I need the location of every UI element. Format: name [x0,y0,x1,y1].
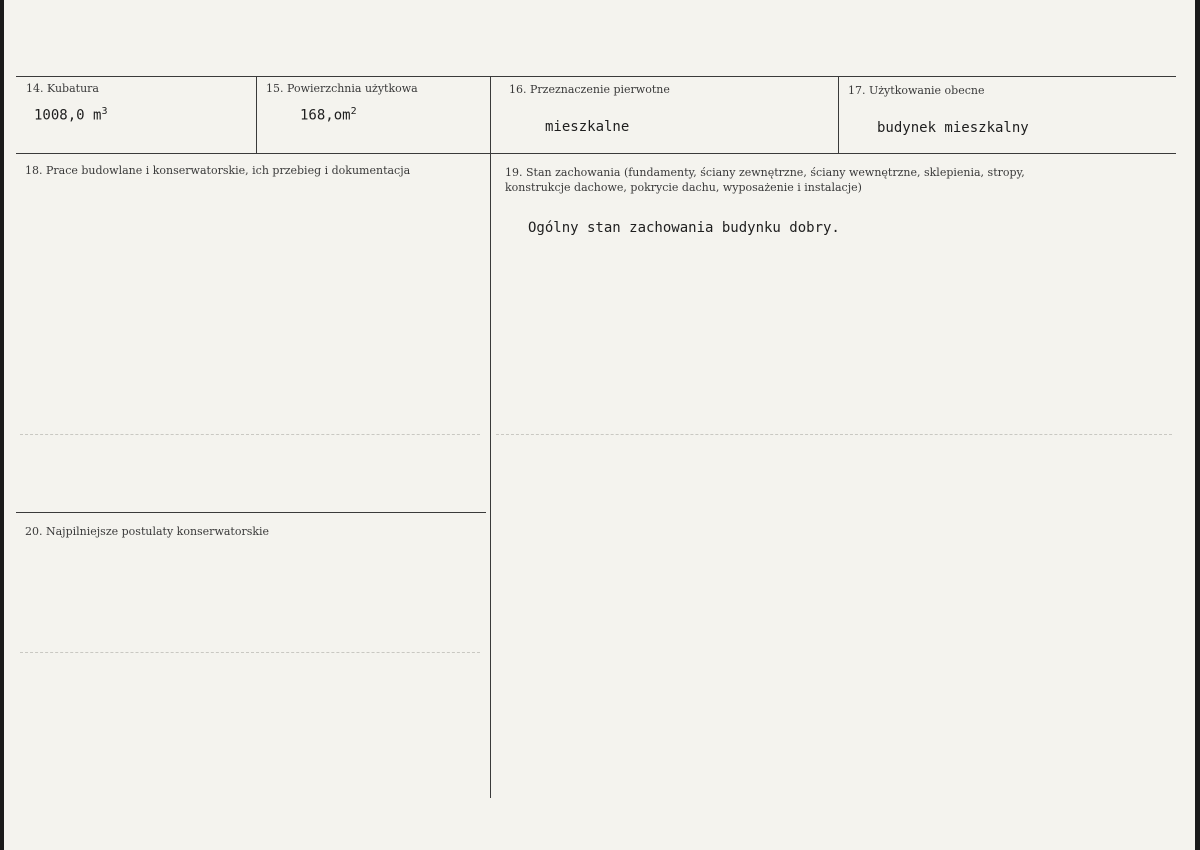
row1-bottom-rule [16,153,1176,154]
field-19-label-line1: 19. Stan zachowania (fundamenty, ściany zewnętrzne, ściany wewnętrzne, sklepienia, stropy, [505,166,1025,179]
field-15-value-unit-exp: 2 [350,106,357,117]
field-14-label: 14. Kubatura [26,82,99,95]
guide-line [496,434,1172,435]
field-15-label: 15. Powierzchnia użytkowa [266,82,418,95]
field-14-value-text: 1008,0 m [34,107,102,124]
field-14-value [34,106,107,124]
field-15-value-text: 168,om [300,107,351,124]
field-16-value: mieszkalne [545,119,630,135]
field-17-label: 17. Użytkowanie obecne [848,84,985,97]
guide-line [20,434,480,435]
divider-center [490,76,491,798]
field-17-value: budynek mieszkalny [877,120,1029,136]
scan-edge-right [1195,0,1200,850]
field-16-label: 16. Przeznaczenie pierwotne [509,83,670,96]
field18-bottom-rule [16,512,486,513]
guide-line [20,652,480,653]
divider-14-15 [256,76,257,153]
top-rule [16,76,1176,77]
field-18-label: 18. Prace budowlane i konserwatorskie, ich przebieg i dokumentacja [25,164,411,177]
field-15-value [300,106,357,124]
field-19-value: Ogólny stan zachowania budynku dobry. [528,220,840,236]
field-14-value-unit-exp: 3 [101,106,108,117]
divider-16-17 [838,76,839,153]
field-20-label: 20. Najpilniejsze postulaty konserwatorskie [25,525,270,538]
scan-edge-left [0,0,4,850]
field-19-label-line2: konstrukcje dachowe, pokrycie dachu, wyposażenie i instalacje) [505,181,862,194]
